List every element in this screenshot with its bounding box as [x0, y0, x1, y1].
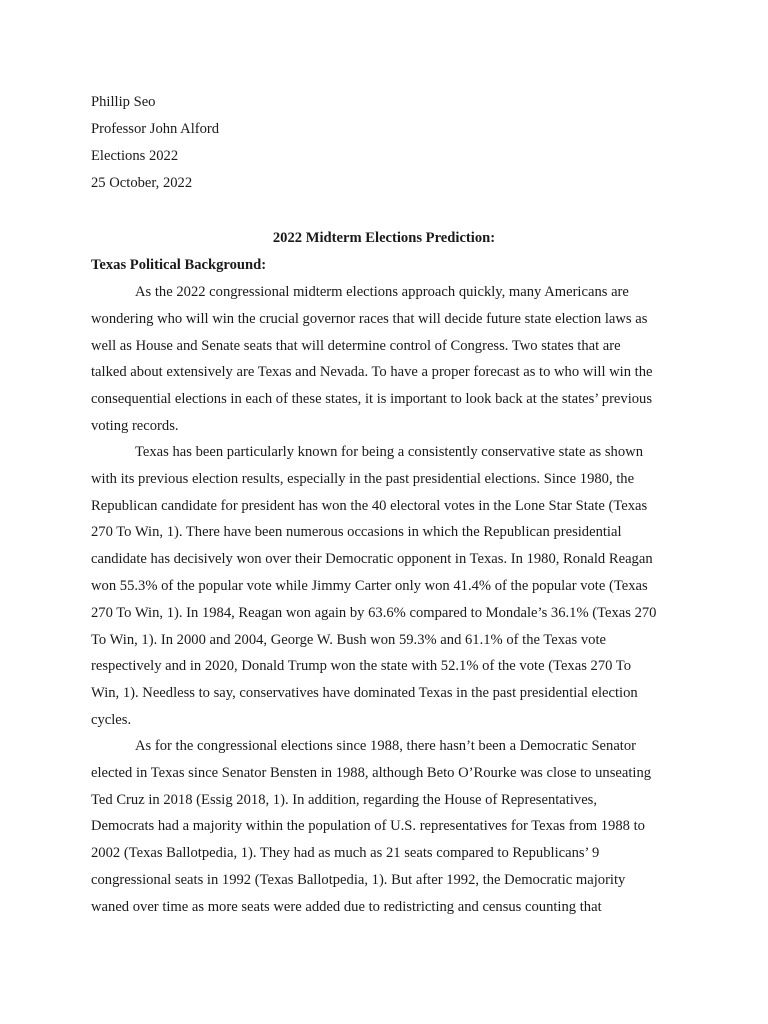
paragraph-line: As the 2022 congressional midterm elections approach quickly, many Americans are	[135, 284, 629, 300]
paragraph-1	[91, 282, 691, 443]
paragraph-line: 270 To Win, 1). In 1984, Reagan won again by 63.6% compared to Mondale’s 36.1% (Texas 270	[91, 604, 657, 621]
paragraph-line: To Win, 1). In 2000 and 2004, George W. Bush won 59.3% and 61.1% of the Texas vote	[91, 631, 606, 648]
paragraph-2	[91, 442, 691, 737]
document-title: 2022 Midterm Elections Prediction:	[272, 230, 496, 246]
paragraph-line: As for the congressional elections since 1988, there hasn’t been a Democratic Senator	[135, 738, 637, 754]
section-heading: Texas Political Background:	[91, 257, 267, 273]
paragraph-line: elected in Texas since Senator Bensten in 1988, although Beto O’Rourke was close to unseating	[91, 764, 652, 781]
paragraph-line: wondering who will win the crucial governor races that will decide future state election laws as	[91, 310, 648, 327]
paragraph-line: won 55.3% of the popular vote while Jimmy Carter only won 41.4% of the popular vote (Texas	[91, 577, 648, 594]
paragraph-line: voting records.	[91, 417, 179, 434]
paragraph-3	[91, 736, 691, 924]
paragraph-line: Ted Cruz in 2018 (Essig 2018, 1). In addition, regarding the House of Representatives,	[91, 791, 597, 808]
course-name: Elections 2022	[91, 148, 179, 164]
professor-name: Professor John Alford	[91, 121, 220, 137]
paragraph-line: consequential elections in each of these states, it is important to look back at the states’ previous	[91, 391, 653, 408]
paragraph-line: with its previous election results, especially in the past presidential elections. Since 1980, the	[91, 470, 635, 487]
paragraph-line: Republican candidate for president has won the 40 electoral votes in the Lone Star State (Texas	[91, 497, 648, 514]
paragraph-line: congressional seats in 1992 (Texas Ballotpedia, 1). But after 1992, the Democratic majority	[91, 871, 626, 888]
paragraph-line: waned over time as more seats were added due to redistricting and census counting that	[91, 898, 602, 915]
document-date: 25 October, 2022	[91, 175, 193, 191]
paragraph-line: 270 To Win, 1). There have been numerous occasions in which the Republican presidential	[91, 524, 622, 541]
paragraph-line: well as House and Senate seats that will determine control of Congress. Two states that are	[91, 337, 621, 354]
paragraph-line: Win, 1). Needless to say, conservatives have dominated Texas in the past presidential election	[91, 685, 638, 702]
paragraph-line: talked about extensively are Texas and Nevada. To have a proper forecast as to who will win the	[91, 364, 653, 381]
paragraph-line: cycles.	[91, 711, 132, 728]
author-name: Phillip Seo	[91, 94, 156, 110]
paragraph-line: candidate has decisively won over their Democratic opponent in Texas. In 1980, Ronald Reagan	[91, 551, 653, 568]
paragraph-line: 2002 (Texas Ballotpedia, 1). They had as much as 21 seats compared to Republicans’ 9	[91, 845, 600, 862]
paragraph-line: Democrats had a majority within the population of U.S. representatives for Texas from 1988 to	[91, 818, 645, 835]
document-header	[91, 92, 691, 200]
paragraph-line: respectively and in 2020, Donald Trump won the state with 52.1% of the vote (Texas 270 To	[91, 658, 632, 675]
paragraph-line: Texas has been particularly known for being a consistently conservative state as shown	[135, 444, 643, 460]
